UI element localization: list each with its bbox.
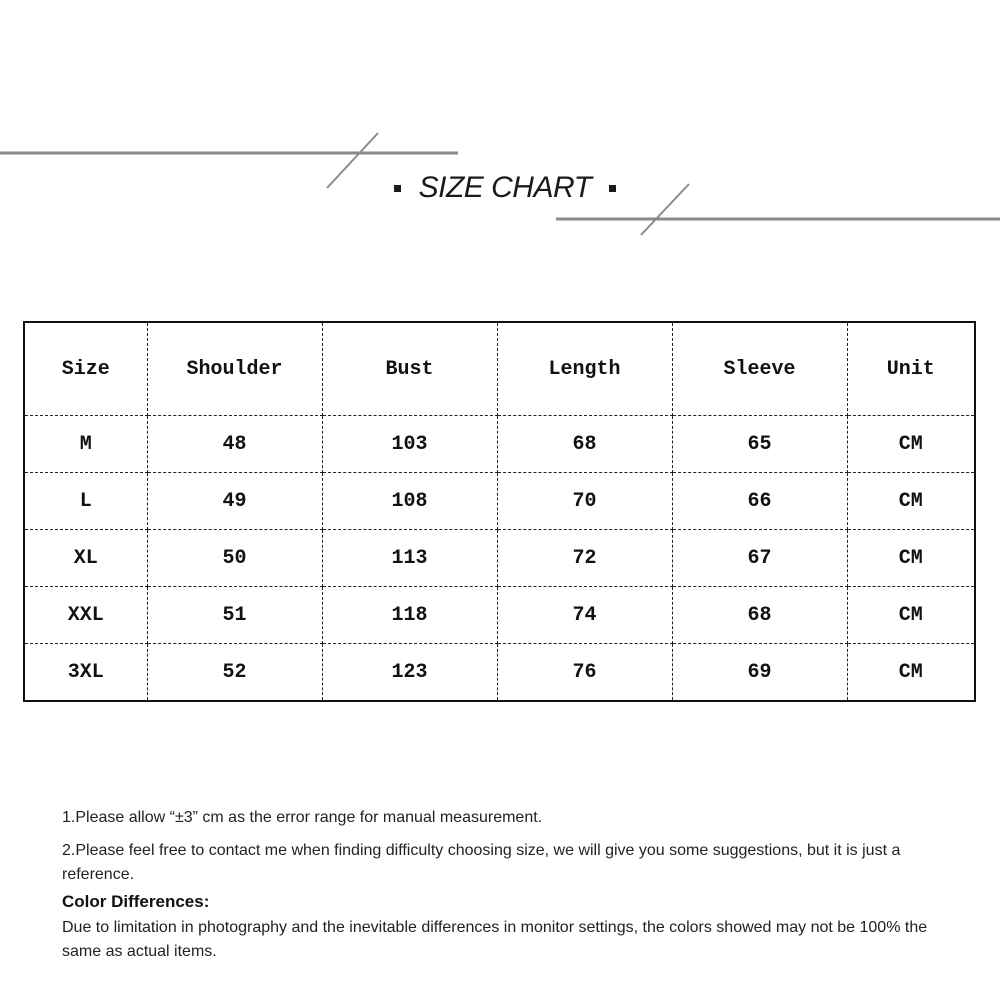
header-sleeve: Sleeve	[672, 322, 847, 416]
cell-bust: 118	[322, 587, 497, 644]
cell-shoulder: 52	[147, 644, 322, 702]
cell-bust: 108	[322, 473, 497, 530]
cell-size: 3XL	[24, 644, 147, 702]
cell-length: 74	[497, 587, 672, 644]
cell-length: 72	[497, 530, 672, 587]
table-row	[24, 587, 975, 644]
cell-size: M	[24, 416, 147, 473]
header-shoulder: Shoulder	[147, 322, 322, 416]
cell-sleeve: 68	[672, 587, 847, 644]
table-row	[24, 473, 975, 530]
cell-bust: 103	[322, 416, 497, 473]
bottom-right-slash	[641, 184, 689, 235]
cell-sleeve: 66	[672, 473, 847, 530]
note-contact: 2.Please feel free to contact me when finding difficulty choosing size, we will give you some suggestions, but it is just a reference.	[62, 842, 901, 883]
title-block	[370, 168, 640, 208]
note-error-range: 1.Please allow “±3” cm as the error range for manual measurement.	[62, 809, 543, 826]
cell-length: 68	[497, 416, 672, 473]
cell-size: XL	[24, 530, 147, 587]
cell-bust: 123	[322, 644, 497, 702]
cell-shoulder: 50	[147, 530, 322, 587]
header-bust: Bust	[322, 322, 497, 416]
cell-unit: CM	[847, 473, 975, 530]
cell-shoulder: 49	[147, 473, 322, 530]
size-table	[23, 321, 976, 702]
page-title: SIZE CHART	[418, 171, 592, 204]
table-header-row	[24, 322, 975, 416]
cell-length: 70	[497, 473, 672, 530]
cell-unit: CM	[847, 416, 975, 473]
bullet-left-icon	[394, 185, 401, 192]
header-unit: Unit	[847, 322, 975, 416]
table-row	[24, 530, 975, 587]
cell-sleeve: 65	[672, 416, 847, 473]
cell-sleeve: 67	[672, 530, 847, 587]
cell-unit: CM	[847, 530, 975, 587]
cell-length: 76	[497, 644, 672, 702]
header-length: Length	[497, 322, 672, 416]
cell-unit: CM	[847, 587, 975, 644]
color-differences-title: Color Differences:	[62, 892, 210, 911]
color-differences-body: Due to limitation in photography and the inevitable differences in monitor settings, the colors showed may not be 100% the same as actual items.	[62, 919, 928, 960]
cell-unit: CM	[898, 660, 923, 684]
header-size: Size	[24, 322, 147, 416]
cell-shoulder: 51	[147, 587, 322, 644]
table-row	[24, 644, 975, 702]
cell-size: XXL	[24, 587, 147, 644]
cell-size: L	[24, 473, 147, 530]
bullet-right-icon	[609, 185, 616, 192]
notes-section	[62, 806, 942, 964]
cell-sleeve: 69	[672, 644, 847, 702]
table-row	[24, 416, 975, 473]
cell-bust: 113	[322, 530, 497, 587]
cell-shoulder: 48	[147, 416, 322, 473]
